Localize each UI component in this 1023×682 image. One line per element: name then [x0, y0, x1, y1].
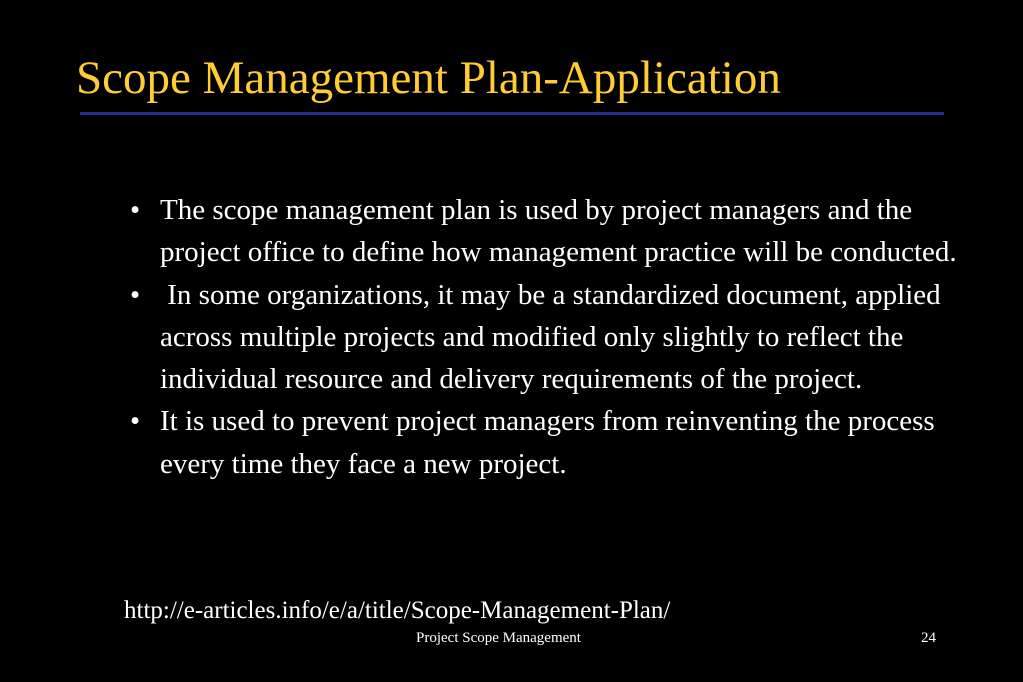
title-underline — [80, 112, 944, 115]
bullet-text: In some organizations, it may be a standardized document, applied across multiple projects and modified only slightly to reflect the individual resource and delivery requirements of the project. — [160, 278, 948, 396]
slide-number: 24 — [921, 630, 936, 646]
bullet-text: The scope management plan is used by project managers and the project office to define how management practice will be conducted. — [160, 194, 957, 269]
bullet-icon: • — [130, 278, 141, 311]
bullet-item — [128, 274, 968, 401]
bullet-icon: • — [130, 405, 141, 438]
bullet-item — [128, 400, 968, 485]
bullet-list — [128, 189, 968, 485]
slide-footer: Project Scope Management — [416, 630, 581, 646]
source-link[interactable]: http://e-articles.info/e/a/title/Scope-Management-Plan/ — [124, 597, 671, 624]
bullet-icon: • — [130, 194, 141, 226]
bullet-item — [128, 189, 968, 274]
bullet-text: It is used to prevent project managers from reinventing the process every time they face a new project. — [160, 405, 935, 480]
slide-title: Scope Management Plan-Application — [76, 52, 781, 104]
